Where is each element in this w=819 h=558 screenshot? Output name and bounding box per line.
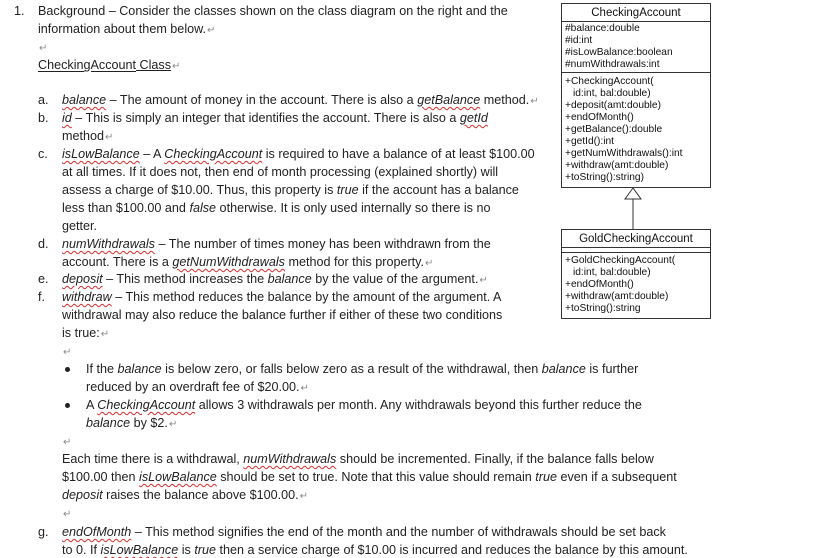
uml-attributes: [562, 22, 710, 73]
item-f-line-2: withdrawal may also reduce the balance further if either of these two conditions: [62, 308, 503, 322]
uml-attribute: #isLowBalance:boolean: [565, 47, 673, 58]
para-line-2: $100.00 then isLowBalance should be set to true. Note that this value should remain true even if a subsequent: [62, 470, 677, 484]
uml-operation: +endOfMonth(): [565, 112, 634, 123]
item-c-text: isLowBalance – A CheckingAccount is required to have a balance of at least $100.00: [62, 147, 535, 161]
item-g-line-2: to 0. If isLowBalance is true then a service charge of $10.00 is incurred and reduces the balance by this amount.: [62, 543, 688, 557]
blank-return: ↵: [63, 437, 72, 448]
uml-operation: +getId():int: [565, 136, 614, 147]
bullet-2-text: A CheckingAccount allows 3 withdrawals per month. Any withdrawals beyond this further reduce the: [86, 398, 642, 412]
bullet-1-line-2: reduced by an overdraft fee of $20.00.↵: [86, 380, 309, 394]
item-c-line-2: at all times. If it does not, then end of month processing (explained shortly) will: [62, 165, 499, 179]
item-number: 1.: [14, 4, 25, 18]
uml-operation: +withdraw(amt:double): [565, 160, 669, 171]
item-c-line-3: assess a charge of $10.00. Thus, this property is true if the account has a balance: [62, 183, 519, 197]
blank-return: ↵: [39, 43, 48, 54]
inheritance-arrowhead: [625, 188, 641, 199]
item-d-line-2: account. There is a getNumWithdrawals method for this property.↵: [62, 255, 434, 269]
bullet-1-text: If the balance is below zero, or falls below zero as a result of the withdrawal, then balance is further: [86, 362, 639, 376]
uml-operations: [562, 253, 710, 318]
uml-class-checking-account: [561, 3, 711, 188]
uml-operation: +getNumWithdrawals():int: [565, 148, 683, 159]
item-f-letter: f.: [38, 290, 45, 304]
item-a-letter: a.: [38, 93, 49, 107]
uml-attribute: #id:int: [565, 35, 593, 46]
intro-line-1: Background – Consider the classes shown on the class diagram on the right and the: [38, 4, 508, 18]
item-f-text: withdraw – This method reduces the balance by the amount of the argument. A: [62, 290, 502, 304]
uml-operation: +endOfMonth(): [565, 279, 634, 290]
uml-class-gold-checking-account: [561, 229, 711, 319]
item-a-text: balance – The amount of money in the account. There is also a getBalance method.↵: [62, 93, 539, 107]
item-f-line-3: is true:↵: [62, 326, 110, 340]
para-line-3: deposit raises the balance above $100.00.↵: [62, 488, 309, 502]
uml-operation: +toString():string: [565, 303, 641, 314]
item-b-text: id – This is simply an integer that identifies the account. There is also a getId: [62, 111, 488, 125]
uml-operation: +withdraw(amt:double): [565, 291, 669, 302]
item-b-letter: b.: [38, 111, 49, 125]
item-b-line-2: method↵: [62, 129, 114, 143]
intro-line-2: information about them below.↵: [38, 22, 216, 36]
class-heading: CheckingAccount Class↵: [38, 58, 181, 72]
uml-class-title: CheckingAccount: [562, 4, 710, 22]
item-c-line-5: getter.: [62, 219, 98, 233]
uml-attribute: #numWithdrawals:int: [565, 59, 660, 70]
blank-return: ↵: [63, 509, 72, 520]
uml-operations: [562, 73, 710, 187]
uml-operation: id:int, bal:double): [573, 88, 651, 99]
bullet-2-line-2: balance by $2.↵: [86, 416, 178, 430]
para-line-1: Each time there is a withdrawal, numWithdrawals should be incremented. Finally, if the balance falls below: [62, 452, 654, 466]
uml-attribute: #balance:double: [565, 23, 640, 34]
item-g-text: endOfMonth – This method signifies the end of the month and the number of withdrawals should be set back: [62, 525, 666, 539]
inheritance-arrow: [622, 186, 644, 230]
item-d-text: numWithdrawals – The number of times money has been withdrawn from the: [62, 237, 491, 251]
uml-operation: +CheckingAccount(: [565, 76, 654, 87]
item-g-letter: g.: [38, 525, 49, 539]
bullet-dot: [65, 367, 70, 372]
item-c-line-4: less than $100.00 and false otherwise. It is only used internally so there is no: [62, 201, 491, 215]
uml-operation: +getBalance():double: [565, 124, 663, 135]
item-d-letter: d.: [38, 237, 49, 251]
uml-operation: id:int, bal:double): [573, 267, 651, 278]
uml-operation: +toString():string): [565, 172, 644, 183]
bullet-dot: [65, 403, 70, 408]
item-e-letter: e.: [38, 272, 49, 286]
uml-operation: +GoldCheckingAccount(: [565, 255, 676, 266]
uml-operation: +deposit(amt:double): [565, 100, 661, 111]
item-c-letter: c.: [38, 147, 48, 161]
blank-return: ↵: [63, 347, 72, 358]
uml-class-title: GoldCheckingAccount: [562, 230, 710, 248]
item-e-text: deposit – This method increases the balance by the value of the argument.↵: [62, 272, 488, 286]
